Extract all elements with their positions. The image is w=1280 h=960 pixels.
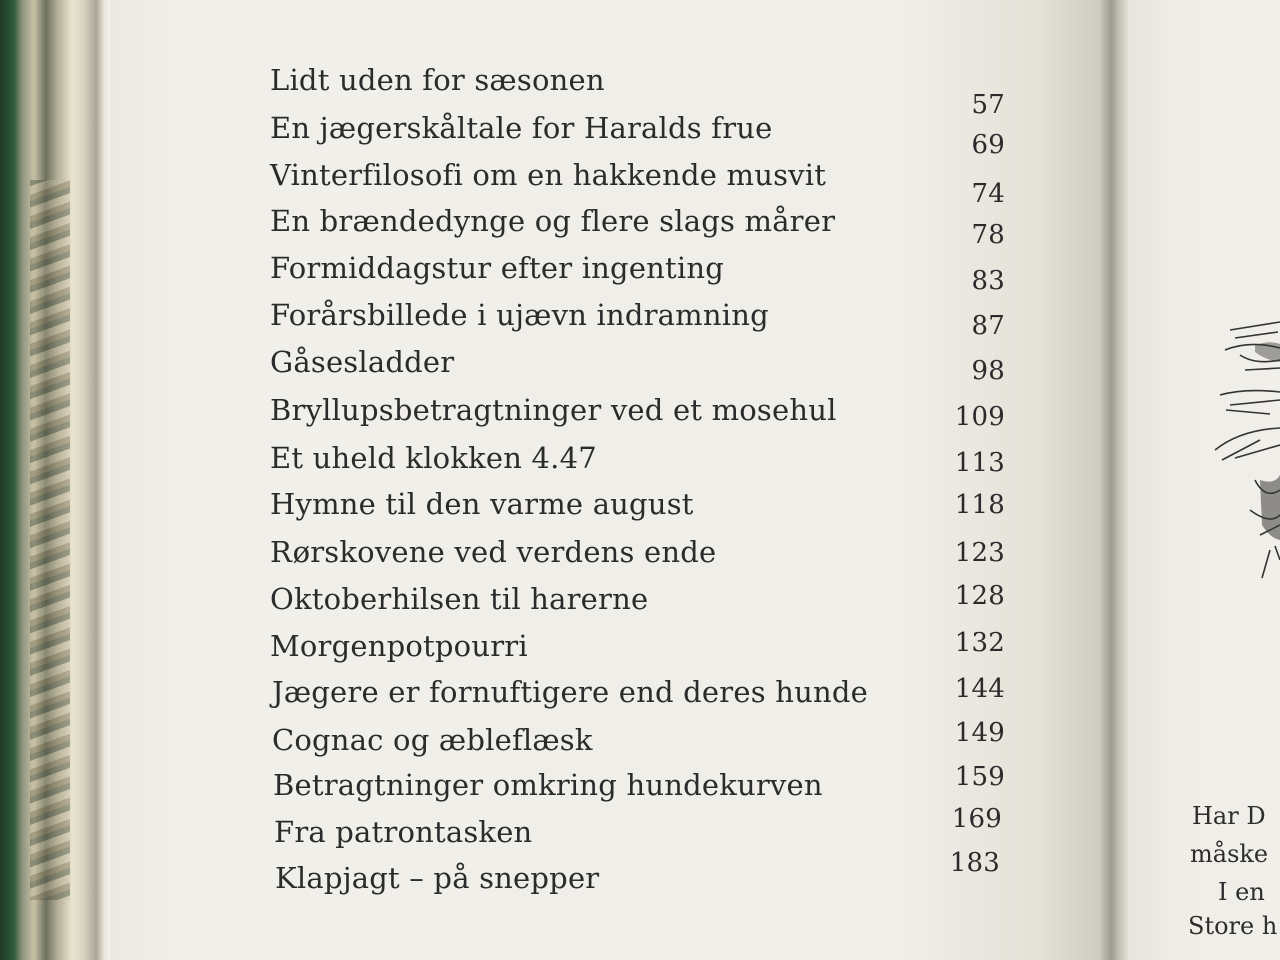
toc-page-number: 113: [954, 448, 1005, 478]
ink-sketch-illustration: [1200, 310, 1280, 580]
toc-page-number: 69: [971, 130, 1005, 160]
toc-page-number: 109: [954, 402, 1005, 432]
toc-title: Forårsbillede i ujævn indramning: [270, 298, 769, 332]
toc-page-number: 132: [954, 628, 1005, 658]
toc-page-number: 98: [971, 356, 1005, 386]
toc-page-number: 83: [971, 266, 1005, 296]
toc-title: Jægere er fornuftigere end deres hunde: [272, 675, 868, 709]
toc-title: Lidt uden for sæsonen: [270, 63, 605, 97]
toc-title: Fra patrontasken: [274, 815, 533, 849]
toc-page-number: 128: [954, 581, 1005, 611]
toc-page-number: 57: [971, 90, 1005, 120]
toc-page-number: 123: [954, 538, 1005, 568]
toc-page-number: 183: [949, 848, 1000, 878]
toc-title: Cognac og æbleflæsk: [272, 723, 593, 757]
toc-title: Vinterfilosofi om en hakkende musvit: [270, 158, 827, 192]
spine-pattern: [30, 180, 70, 900]
toc-title: Formiddagstur efter ingenting: [270, 251, 725, 285]
toc-page-number: 87: [971, 311, 1005, 341]
toc-title: Bryllupsbetragtninger ved et mosehul: [270, 393, 837, 427]
right-page-text-line: måske: [1190, 840, 1269, 868]
toc-title: Morgenpotpourri: [270, 629, 528, 663]
toc-title: En brændedynge og flere slags mårer: [270, 204, 836, 238]
book-gutter: [1100, 0, 1128, 960]
right-page-text-line: Har D: [1192, 802, 1266, 830]
toc-title: Et uheld klokken 4.47: [270, 441, 597, 475]
toc-title: Rørskovene ved verdens ende: [270, 535, 717, 569]
toc-page-number: 78: [971, 220, 1005, 250]
toc-page-number: 118: [954, 490, 1005, 520]
right-page-text-line: Store h: [1188, 912, 1278, 940]
toc-title: Betragtninger omkring hundekurven: [273, 768, 823, 802]
toc-title: Hymne til den varme august: [270, 487, 694, 521]
toc-title: Gåsesladder: [270, 345, 455, 379]
toc-page-number: 74: [971, 179, 1005, 209]
toc-page-number: 169: [951, 804, 1002, 834]
book-spine: [0, 0, 110, 960]
toc-title: Oktoberhilsen til harerne: [270, 582, 649, 616]
toc-page-number: 149: [954, 718, 1005, 748]
right-page-text-line: I en: [1218, 878, 1265, 906]
toc-title: Klapjagt – på snepper: [275, 861, 600, 895]
toc-page-number: 144: [954, 674, 1005, 704]
toc-title: En jægerskåltale for Haralds frue: [270, 111, 773, 145]
toc-page-number: 159: [954, 762, 1005, 792]
